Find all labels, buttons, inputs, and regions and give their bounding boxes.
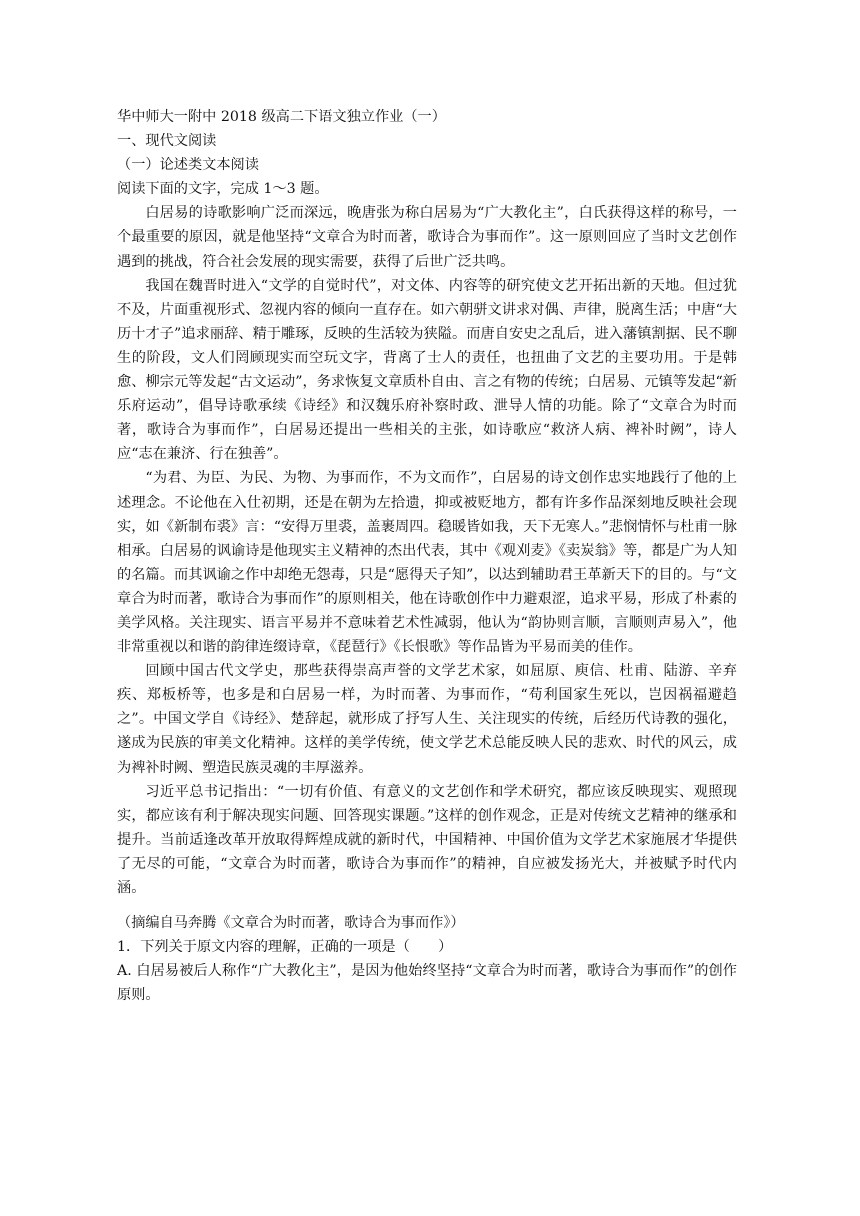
paragraph-3: “为君、为臣、为民、为物、为事而作，不为文而作”，白居易的诗文创作忠实地践行了他的上述理念。不论他在入仕初期，还是在朝为左拾遗，抑或被贬地方，都有许多作品深刻地反映社会现实，如《新制布裘》言：“安得万里裘，盖裹周四。稳暖皆如我，天下无寒人。”悲悯情怀与杜甫一脉相承。白居易的讽谕诗是他现实主义精神的杰出代表，其中《观刈麦》《卖炭翁》等，都是广为人知的名篇。而其讽谕之作中却绝无怨毒，只是“愿得天子知”，以达到辅助君王革新天下的目的。与“文章合为时而著，歌诗合为事而作”的原则相关，他在诗歌创作中力避艰涩，追求平易，形成了朴素的美学风格。关注现实、语言平易并不意味着艺术性减弱，他认为“韵协则言顺，言顺则声易入”，他非常重视以和谐的韵律连缀诗章，《琵琶行》《长恨歌》等作品皆为平易而美的佳作。 (117, 470, 737, 656)
paragraph-4: 回顾中国古代文学史，那些获得崇高声誉的文学艺术家，如屈原、庾信、杜甫、陆游、辛弃疾、郑板桥等，也多是和白居易一样，为时而著、为事而作，“苟利国家生死以，岂因祸福避趋之”。中国文学自《诗经》、楚辞起，就形成了抒写人生、关注现实的传统，后经历代诗教的强化，遂成为民族的审美文化精神。这样的美学传统，使文学艺术总能反映人民的悲欢、时代的风云，成为裨补时阙、塑造民族灵魂的丰厚滋养。 (117, 663, 737, 776)
paragraph-1: 白居易的诗歌影响广泛而深远，晚唐张为称白居易为“广大教化主”，白氏获得这样的称号，一个最重要的原因，就是他坚持“文章合为时而著，歌诗合为事而作”。这一原则回应了当时文艺创作遇到的挑战，符合社会发展的现实需要，获得了后世广泛共鸣。 (117, 205, 737, 270)
subsection-heading: （一）论述类文本阅读 (117, 157, 259, 174)
question-1: 1．下列关于原文内容的理解，正确的一项是（ ） (117, 939, 453, 956)
document-body (117, 105, 737, 1007)
paragraph-2: 我国在魏晋时进入“文学的自觉时代”，对文体、内容等的研究使文艺开拓出新的天地。但过犹不及，片面重视形式、忽视内容的倾向一直存在。如六朝骈文讲求对偶、声律，脱离生活；中唐“大历十才子”追求丽辞、精于雕琢，反映的生活较为狭隘。而唐自安史之乱后，进入藩镇割据、民不聊生的阶段，文人们罔顾现实而空玩文字，背离了士人的责任，也扭曲了文艺的主要功用。于是韩愈、柳宗元等发起“古文运动”，务求恢复文章质朴自由、言之有物的传统；白居易、元镇等发起“新乐府运动”，倡导诗歌承续《诗经》和汉魏乐府补察时政、泄导人情的功能。除了“文章合为时而著，歌诗合为事而作”，白居易还提出一些相关的主张，如诗歌应“救济人病、裨补时阙”，诗人应“志在兼济、行在独善”。 (117, 277, 737, 463)
source-note: （摘编自马奔腾《文章合为时而著，歌诗合为事而作》） (117, 915, 465, 932)
option-a: A. 白居易被后人称作“广大教化主”，是因为他始终坚持“文章合为时而著，歌诗合为事而作”的创作原则。 (117, 963, 737, 1004)
reading-instruction: 阅读下面的文字，完成 1～3 题。 (117, 181, 329, 198)
section-heading: 一、现代文阅读 (117, 133, 217, 150)
spacer (117, 900, 737, 911)
document-title: 华中师大一附中 2018 级高二下语文独立作业（一） (117, 109, 446, 125)
paragraph-5: 习近平总书记指出：“一切有价值、有意义的文艺创作和学术研究，都应该反映现实、观照现实，都应该有利于解决现实问题、回答现实课题。”这样的创作观念，正是对传统文艺精神的继承和提升。当前适逢改革开放取得辉煌成就的新时代，中国精神、中国价值为文学艺术家施展才华提供了无尽的可能，“文章合为时而著，歌诗合为事而作”的精神，自应被发扬光大，并被赋予时代内涵。 (117, 783, 737, 896)
